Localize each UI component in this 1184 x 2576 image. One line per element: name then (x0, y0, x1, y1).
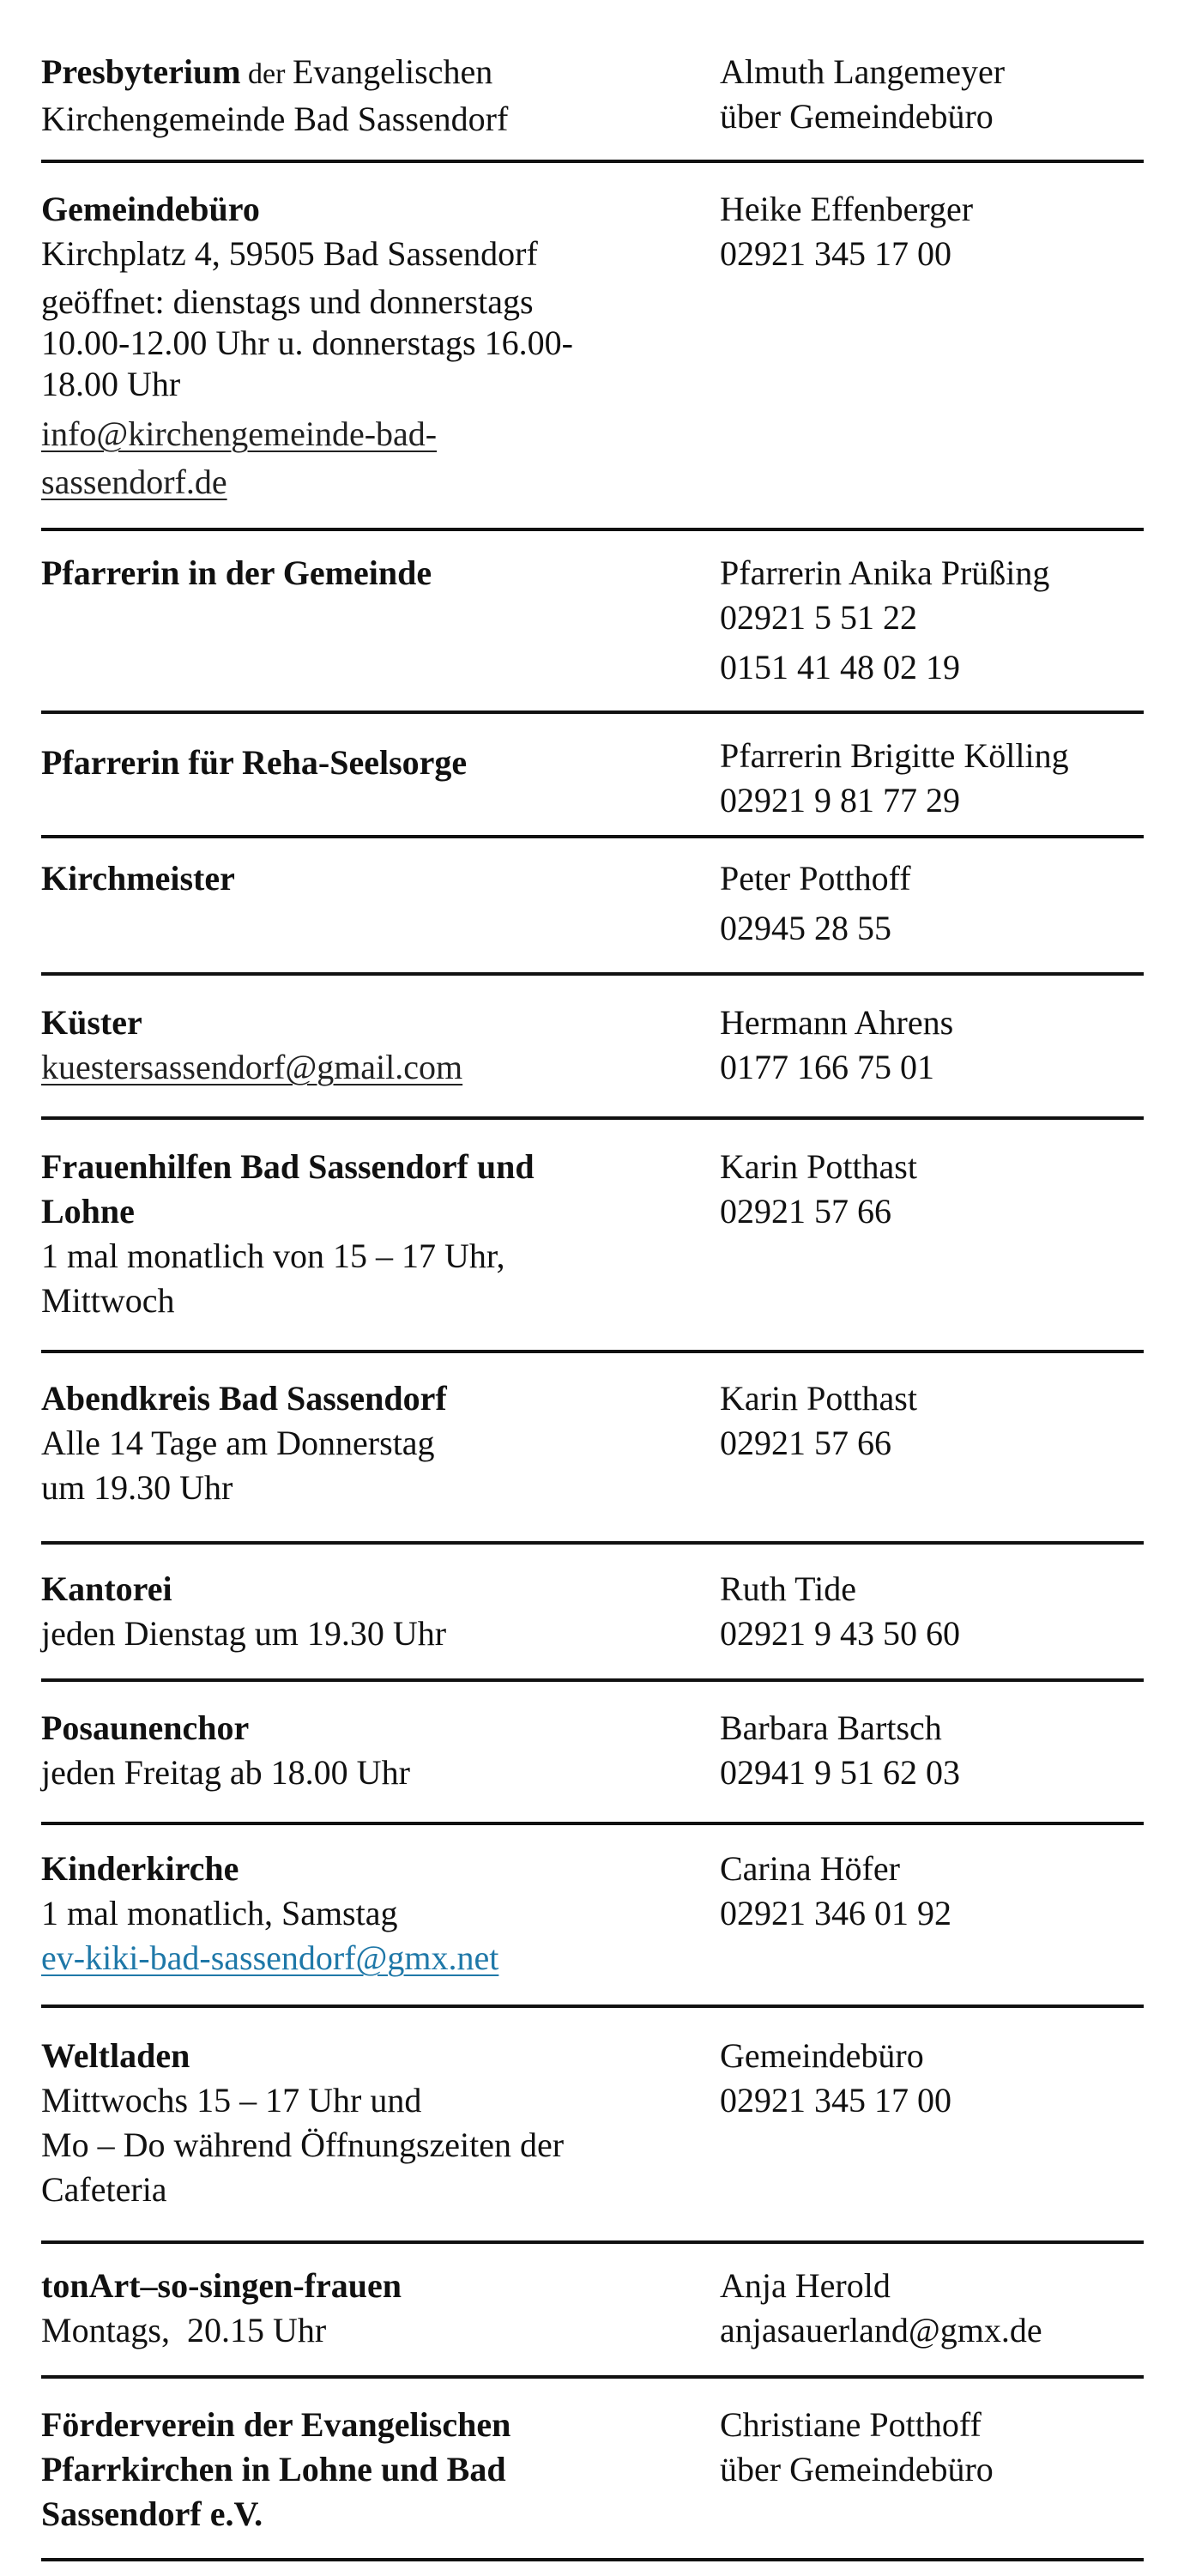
entry-schedule: Mittwochs 15 – 17 Uhr und (41, 2081, 422, 2119)
entry-schedule: Cafeteria (41, 2170, 167, 2209)
entry-title: Gemeindebüro (41, 190, 260, 228)
separator (41, 972, 1144, 976)
contact-name: Hermann Ahrens (720, 1003, 954, 1042)
contact-info: über Gemeindebüro (720, 2450, 994, 2488)
entry-schedule: Alle 14 Tage am Donnerstag (41, 1424, 435, 1462)
email-link-text[interactable]: kuestersassendorf@gmail.com (41, 1048, 463, 1086)
entry-title: Frauenhilfen Bad Sassendorf und (41, 1147, 535, 1186)
contact-phone: 02921 345 17 00 (720, 2081, 951, 2119)
contact-email: anjasauerland@gmx.de (720, 2311, 1042, 2349)
entry-schedule: Montags, 20.15 Uhr (41, 2311, 327, 2349)
contact-name: Gemeindebüro (720, 2036, 924, 2075)
entry-schedule: Mittwoch (41, 1281, 175, 1320)
separator (41, 711, 1144, 714)
entry-opening-hours: 18.00 Uhr (41, 365, 181, 403)
entry-title: tonArt–so-singen-frauen (41, 2266, 402, 2305)
entry-title: Kantorei (41, 1569, 172, 1608)
separator (41, 1116, 1144, 1120)
contact-phone: 02921 346 01 92 (720, 1894, 951, 1932)
contact-name: Anja Herold (720, 2266, 891, 2305)
entry-title: Förderverein der Evangelischen (41, 2405, 511, 2444)
entry-title: Lohne (41, 1192, 135, 1231)
entry-title: Posaunenchor (41, 1708, 250, 1747)
email-link-part[interactable]: sassendorf.de (41, 463, 227, 501)
contact-name: Barbara Bartsch (720, 1708, 942, 1747)
entry-title: Kirchmeister (41, 859, 235, 898)
contact-name: Peter Potthoff (720, 859, 911, 898)
email-link[interactable] (41, 458, 693, 506)
contact-info: über Gemeindebüro (720, 97, 994, 136)
contact-name: Ruth Tide (720, 1569, 856, 1608)
entry-schedule: um 19.30 Uhr (41, 1468, 233, 1507)
contact-name: Pfarrerin Anika Prüßing (720, 553, 1050, 592)
email-link[interactable] (41, 1045, 693, 1090)
entry-schedule: 1 mal monatlich, Samstag (41, 1894, 398, 1932)
separator (41, 2558, 1144, 2561)
entry-title: Pfarrerin in der Gemeinde (41, 553, 432, 592)
contact-phone: 02921 9 81 77 29 (720, 781, 960, 819)
separator (41, 1350, 1144, 1353)
separator (41, 2240, 1144, 2244)
separator (41, 2375, 1144, 2379)
entry-title: Abendkreis Bad Sassendorf (41, 1379, 447, 1418)
entry-title (41, 50, 693, 97)
separator (41, 1678, 1144, 1682)
entry-opening-hours: 10.00-12.00 Uhr u. donnerstags 16.00- (41, 324, 573, 362)
entry-title: Weltladen (41, 2036, 190, 2075)
contact-mobile: 0151 41 48 02 19 (720, 648, 960, 686)
email-link-part[interactable]: info@kirchengemeinde-bad- (41, 414, 438, 453)
entry-title: Pfarrerin für Reha-Seelsorge (41, 743, 468, 782)
separator (41, 835, 1144, 838)
separator (41, 1822, 1144, 1825)
contact-name: Almuth Langemeyer (720, 52, 1006, 91)
entry-schedule: 1 mal monatlich von 15 – 17 Uhr, (41, 1237, 505, 1275)
contact-phone: 02921 9 43 50 60 (720, 1614, 960, 1653)
entry-title: Kinderkirche (41, 1849, 239, 1888)
contact-name: Karin Potthast (720, 1147, 917, 1186)
entry-schedule: jeden Dienstag um 19.30 Uhr (41, 1614, 447, 1653)
entry-schedule: Mo – Do während Öffnungszeiten der (41, 2126, 565, 2164)
entry-title-connector: der (240, 58, 293, 90)
contact-name: Pfarrerin Brigitte Kölling (720, 736, 1069, 775)
email-link[interactable] (41, 410, 693, 458)
entry-title: Sassendorf e.V. (41, 2494, 263, 2533)
contact-phone: 02921 57 66 (720, 1424, 891, 1462)
separator (41, 2005, 1144, 2008)
contact-phone: 02941 9 51 62 03 (720, 1753, 960, 1792)
contact-name: Christiane Potthoff (720, 2405, 982, 2444)
contact-phone: 02945 28 55 (720, 909, 891, 947)
entry-schedule: jeden Freitag ab 18.00 Uhr (41, 1753, 410, 1792)
contact-phone: 02921 57 66 (720, 1192, 891, 1231)
entry-title: Küster (41, 1003, 142, 1042)
entry-title-rest: Evangelischen (292, 52, 493, 91)
entry-title-line2: Kirchengemeinde Bad Sassendorf (41, 100, 509, 138)
entry-opening-hours: geöffnet: dienstags und donnerstags (41, 282, 534, 321)
email-link[interactable] (41, 1936, 693, 1980)
contact-phone: 0177 166 75 01 (720, 1048, 934, 1086)
separator (41, 160, 1144, 163)
separator (41, 1541, 1144, 1545)
entry-address: Kirchplatz 4, 59505 Bad Sassendorf (41, 234, 538, 273)
email-link-text[interactable]: ev-kiki-bad-sassendorf@gmx.net (41, 1938, 499, 1977)
entry-title: Pfarrkirchen in Lohne und Bad (41, 2450, 506, 2488)
contact-name: Karin Potthast (720, 1379, 917, 1418)
contact-name: Carina Höfer (720, 1849, 900, 1888)
separator (41, 528, 1144, 531)
contact-name: Heike Effenberger (720, 190, 974, 228)
entry-title-bold: Presbyterium (41, 52, 241, 91)
contact-phone: 02921 5 51 22 (720, 598, 917, 637)
contact-phone: 02921 345 17 00 (720, 234, 951, 273)
